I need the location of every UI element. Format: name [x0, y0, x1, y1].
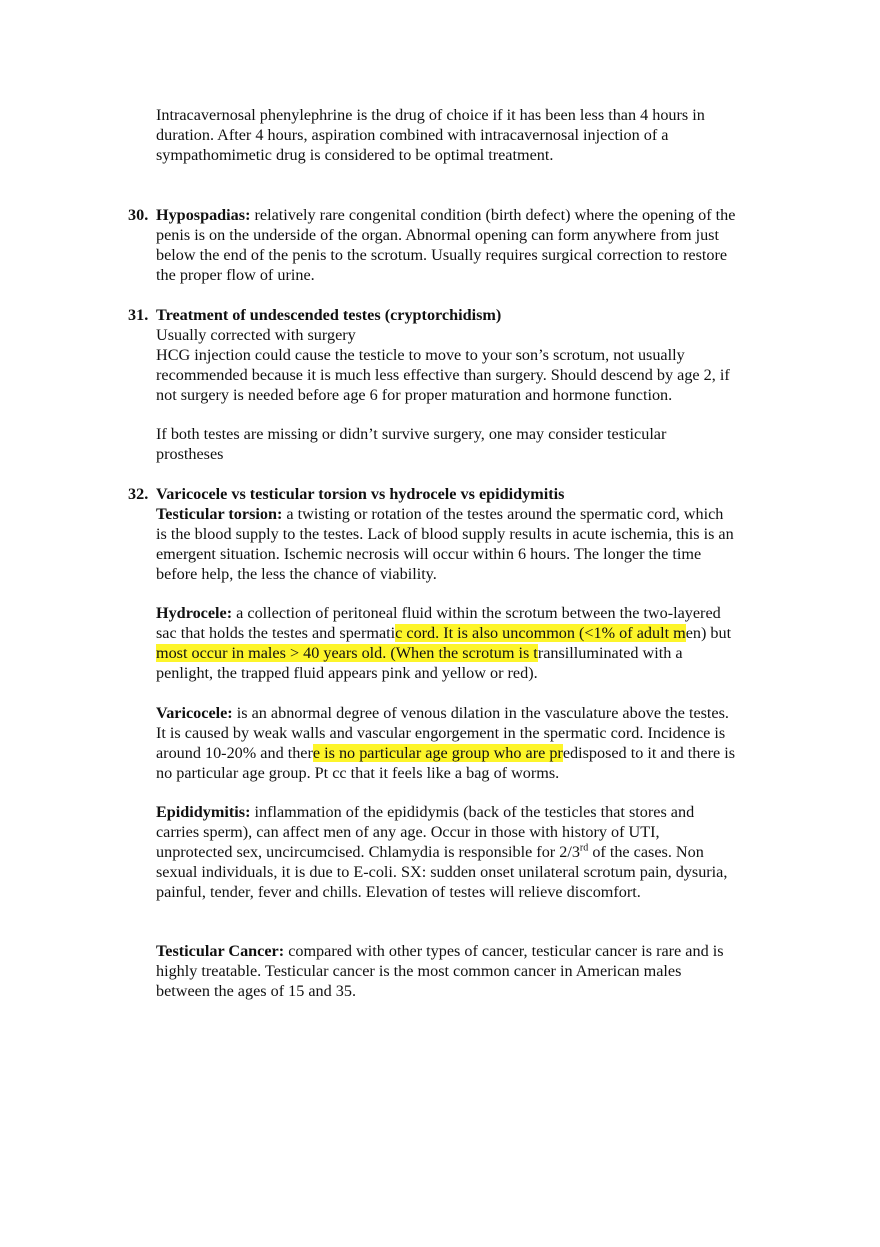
text-line: HCG injection could cause the testicle to move to your son’s scrotum, not usually [156, 346, 685, 364]
text-line: before help, the less the chance of viability. [156, 565, 437, 583]
text-line: no particular age group. Pt cc that it feels like a bag of worms. [156, 764, 560, 782]
text-line: is the blood supply to the testes. Lack of blood supply results in acute ischemia, this is an [156, 525, 734, 543]
section-heading: Treatment of undescended testes (cryptorchidism) [156, 306, 502, 324]
text-fragment: unprotected sex, uncircumcised. Chlamydia is responsible for 2/3 [156, 843, 580, 861]
text-fragment: compared with other types of cancer, testicular cancer is rare and is [284, 942, 724, 960]
text-fragment: a twisting or rotation of the testes around the spermatic cord, which [282, 505, 724, 523]
text-fragment: a collection of peritoneal fluid within the scrotum between the two-layered [232, 604, 721, 622]
hydrocele-paragraph [156, 603, 778, 683]
highlighted-text: most occur in males > 40 years old. (When the scrotum is t [156, 644, 538, 662]
text-line: recommended because it is much less effective than surgery. Should descend by age 2, if [156, 366, 730, 384]
text-line: carries sperm), can affect men of any age. Occur in those with history of UTI, [156, 823, 660, 841]
term-label: Hypospadias: [156, 206, 251, 224]
text-line: not surgery is needed before age 6 for proper maturation and hormone function. [156, 386, 673, 404]
text-fragment: edisposed to it and there is [562, 744, 735, 762]
hypospadias-paragraph [156, 205, 778, 285]
varicocele-paragraph [156, 703, 778, 783]
text-fragment: sac that holds the testes and spermati [156, 624, 396, 642]
testicular-cancer-paragraph [156, 941, 778, 1001]
item-number: 30. [128, 206, 149, 224]
term-label: Testicular torsion: [156, 505, 283, 523]
section-heading: Varicocele vs testicular torsion vs hydrocele vs epididymitis [156, 485, 565, 503]
term-label: Testicular Cancer: [156, 942, 285, 960]
term-label: Hydrocele: [156, 604, 233, 622]
text-line: duration. After 4 hours, aspiration combined with intracavernosal injection of a [156, 126, 669, 144]
text-fragment: ransilluminated with a [537, 644, 683, 662]
text-fragment: relatively rare congenital condition (birth defect) where the opening of the [250, 206, 736, 224]
term-label: Varicocele: [156, 704, 233, 722]
highlighted-text: c cord. It is also uncommon (<1% of adult m [395, 624, 686, 642]
item-number: 31. [128, 306, 149, 324]
text-line: prostheses [156, 445, 224, 463]
text-fragment: en) but [685, 624, 732, 642]
text-line: If both testes are missing or didn’t survive surgery, one may consider testicular [156, 425, 667, 443]
epididymitis-paragraph [156, 802, 778, 902]
superscript: rd [579, 842, 589, 854]
text-line: emergent situation. Ischemic necrosis will occur within 6 hours. The longer the time [156, 545, 702, 563]
text-line: Usually corrected with surgery [156, 326, 356, 344]
item-number: 32. [128, 485, 149, 503]
text-line: the proper flow of urine. [156, 266, 315, 284]
comparison-section [156, 484, 778, 584]
text-line: sympathomimetic drug is considered to be optimal treatment. [156, 146, 554, 164]
text-line: It is caused by weak walls and vascular engorgement in the spermatic cord. Incidence is [156, 724, 726, 742]
intro-paragraph [156, 105, 778, 165]
text-line: penlight, the trapped fluid appears pink and yellow or red). [156, 664, 538, 682]
highlighted-text: e is no particular age group who are pr [312, 744, 563, 762]
text-line: sexual individuals, it is due to E-coli. SX: sudden onset unilateral scrotum pain, dysuria, [156, 863, 728, 881]
term-label: Epididymitis: [156, 803, 251, 821]
text-line: below the end of the penis to the scrotum. Usually requires surgical correction to restore [156, 246, 728, 264]
text-line: between the ages of 15 and 35. [156, 982, 357, 1000]
text-fragment: of the cases. Non [588, 843, 704, 861]
text-fragment: inflammation of the epididymis (back of the testicles that stores and [250, 803, 695, 821]
text-line: highly treatable. Testicular cancer is the most common cancer in American males [156, 962, 682, 980]
text-line: penis is on the underside of the organ. Abnormal opening can form anywhere from just [156, 226, 719, 244]
text-fragment: around 10-20% and ther [156, 744, 313, 762]
cryptorchidism-section [156, 305, 778, 405]
text-fragment: is an abnormal degree of venous dilation in the vasculature above the testes. [232, 704, 729, 722]
prostheses-paragraph [156, 424, 778, 464]
text-line: painful, tender, fever and chills. Elevation of testes will relieve discomfort. [156, 883, 641, 901]
text-line: Intracavernosal phenylephrine is the drug of choice if it has been less than 4 hours in [156, 106, 705, 124]
